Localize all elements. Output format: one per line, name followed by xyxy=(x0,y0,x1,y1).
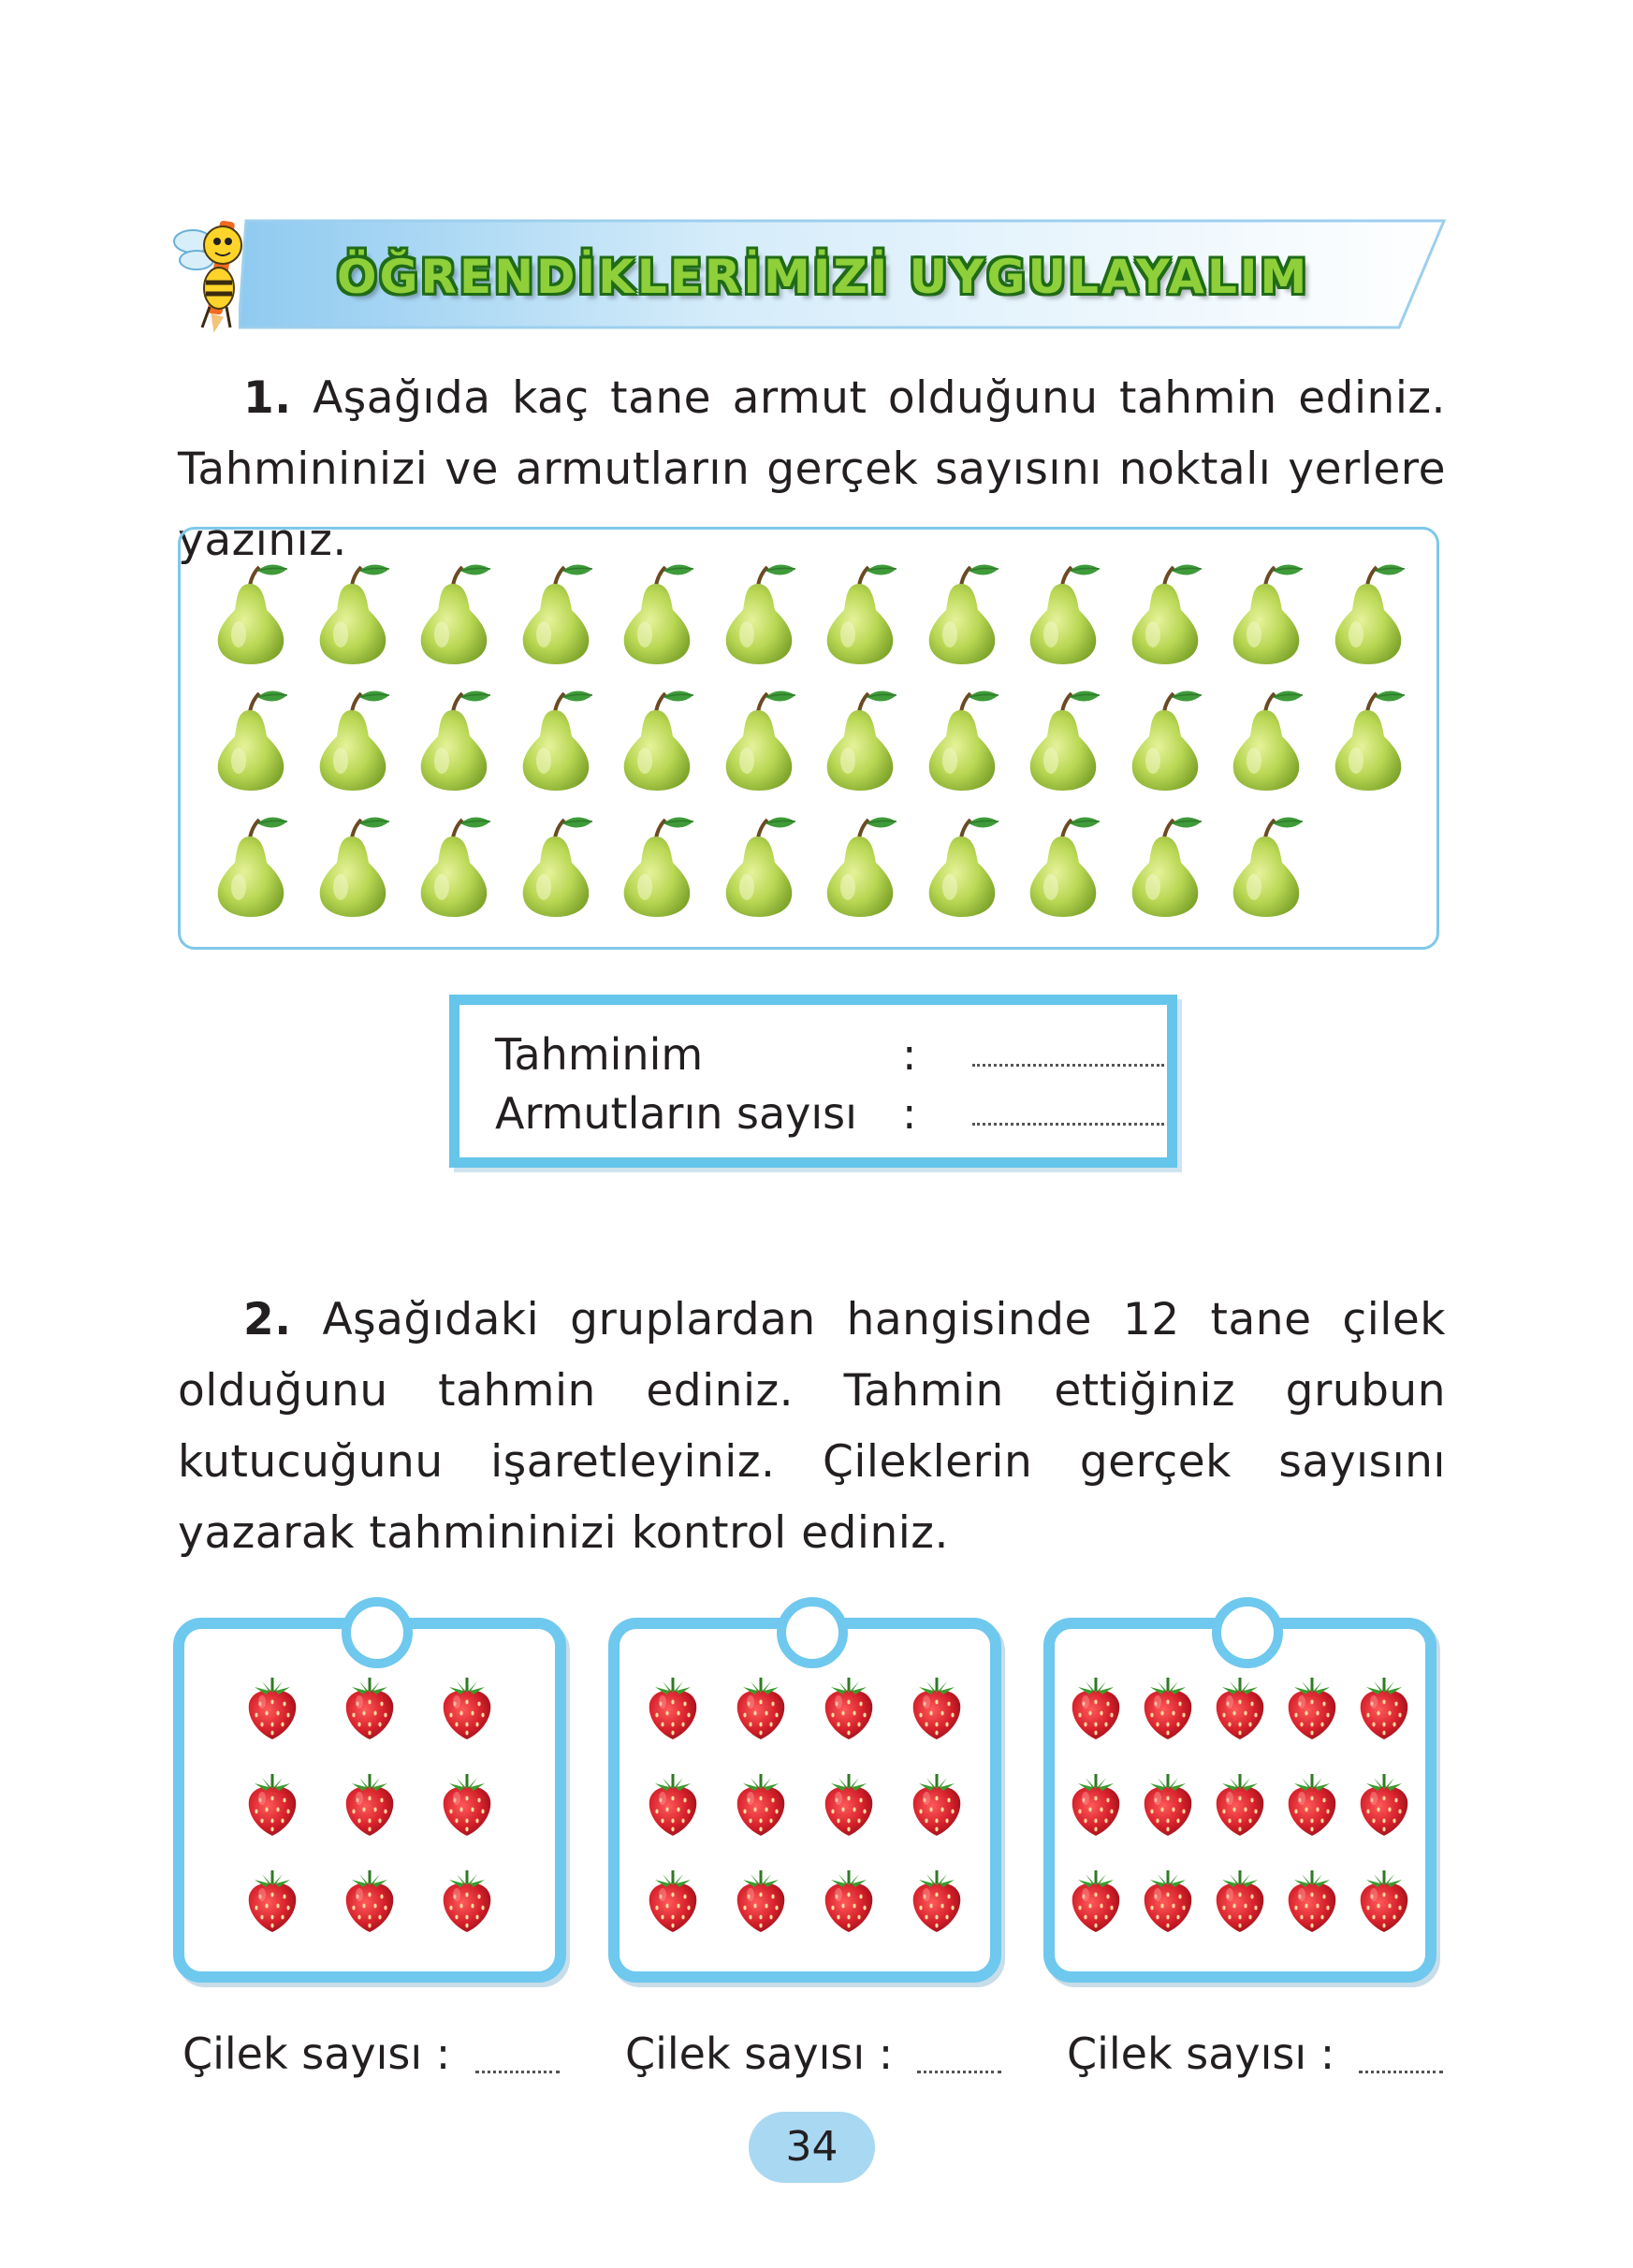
pear-icon xyxy=(615,558,699,665)
strawberry-icon xyxy=(1139,1867,1197,1936)
strawberry-icon xyxy=(243,1867,301,1936)
strawberry-icon xyxy=(243,1770,301,1839)
group-1-count-input[interactable] xyxy=(475,2071,560,2073)
strawberry-icon xyxy=(1139,1770,1197,1839)
strawberry-icon xyxy=(1355,1770,1413,1839)
strawberry-group-2 xyxy=(608,1618,1001,1983)
pear-icon xyxy=(1224,810,1308,918)
pear-icon xyxy=(514,684,598,792)
question-2-text xyxy=(178,1285,1446,1569)
pear-icon xyxy=(412,810,496,918)
pear-icon xyxy=(818,810,902,918)
pear-icon xyxy=(818,558,902,665)
strawberry-icon xyxy=(438,1867,496,1936)
pear-icon xyxy=(1021,810,1105,918)
group-3-checkbox[interactable] xyxy=(1212,1597,1283,1668)
group-1-checkbox[interactable] xyxy=(342,1597,413,1668)
pear-icon xyxy=(514,810,598,918)
strawberry-icon xyxy=(341,1674,399,1743)
question-1-body: Aşağıda kaç tane armut olduğunu tahmin ediniz. Tahmininizi ve armutların gerçek sayısını noktalı yerlere yazınız. xyxy=(178,372,1446,566)
strawberry-icon xyxy=(1211,1674,1269,1743)
estimate-colon: : xyxy=(902,1029,917,1080)
pear-count-label: Armutların sayısı xyxy=(495,1088,857,1139)
strawberry-icon xyxy=(644,1674,702,1743)
pear-icon xyxy=(311,684,395,792)
pear-group-frame xyxy=(178,527,1439,950)
pear-icon xyxy=(920,558,1004,665)
strawberry-icon xyxy=(1139,1674,1197,1743)
pear-icon xyxy=(920,684,1004,792)
strawberry-icon xyxy=(908,1674,966,1743)
pear-count-colon: : xyxy=(902,1088,917,1139)
strawberry-icon xyxy=(1355,1867,1413,1936)
strawberry-icon xyxy=(644,1770,702,1839)
pear-icon xyxy=(1123,684,1207,792)
group-3-count-input[interactable] xyxy=(1359,2071,1443,2073)
pear-icon xyxy=(209,558,293,665)
answer-box xyxy=(449,995,1177,1168)
pear-icon xyxy=(1123,810,1207,918)
pear-icon xyxy=(717,810,801,918)
strawberry-icon xyxy=(732,1770,790,1839)
strawberry-icon xyxy=(1067,1674,1125,1743)
estimate-input[interactable] xyxy=(972,1064,1164,1067)
pear-icon xyxy=(311,810,395,918)
strawberry-icon xyxy=(732,1867,790,1936)
strawberry-icon xyxy=(644,1867,702,1936)
strawberry-icon xyxy=(732,1674,790,1743)
strawberry-icon xyxy=(1211,1770,1269,1839)
strawberry-icon xyxy=(438,1770,496,1839)
question-2-number: 2. xyxy=(243,1294,292,1345)
pear-icon xyxy=(1224,684,1308,792)
strawberry-icon xyxy=(438,1674,496,1743)
question-1-number: 1. xyxy=(243,372,292,424)
strawberry-icon xyxy=(341,1770,399,1839)
pear-icon xyxy=(1326,558,1410,665)
group-2-count-label: Çilek sayısı : xyxy=(625,2028,894,2079)
strawberry-icon xyxy=(820,1770,878,1839)
strawberry-icon xyxy=(908,1770,966,1839)
estimate-label: Tahminim xyxy=(495,1029,704,1080)
pear-icon xyxy=(209,810,293,918)
pear-icon xyxy=(209,684,293,792)
pear-icon xyxy=(1326,684,1410,792)
pear-icon xyxy=(1224,558,1308,665)
strawberry-group-1 xyxy=(173,1618,566,1983)
page-number: 34 xyxy=(749,2112,875,2183)
strawberry-icon xyxy=(908,1867,966,1936)
strawberry-icon xyxy=(1067,1867,1125,1936)
strawberry-icon xyxy=(1355,1674,1413,1743)
pear-icon xyxy=(818,684,902,792)
pear-icon xyxy=(514,558,598,665)
strawberry-icon xyxy=(1283,1674,1341,1743)
pear-count-input[interactable] xyxy=(972,1123,1164,1126)
group-2-checkbox[interactable] xyxy=(777,1597,848,1668)
group-3-count-label: Çilek sayısı : xyxy=(1067,2028,1335,2079)
strawberry-icon xyxy=(243,1674,301,1743)
strawberry-icon xyxy=(820,1867,878,1936)
pear-icon xyxy=(615,810,699,918)
strawberry-icon xyxy=(341,1867,399,1936)
pear-icon xyxy=(717,558,801,665)
pear-icon xyxy=(412,558,496,665)
group-2-count-input[interactable] xyxy=(917,2071,1001,2073)
pear-icon xyxy=(1021,558,1105,665)
pear-icon xyxy=(412,684,496,792)
strawberry-icon xyxy=(820,1674,878,1743)
pear-icon xyxy=(1123,558,1207,665)
group-1-count-label: Çilek sayısı : xyxy=(182,2028,451,2079)
pear-icon xyxy=(311,558,395,665)
strawberry-icon xyxy=(1283,1770,1341,1839)
strawberry-icon xyxy=(1211,1867,1269,1936)
pear-icon xyxy=(920,810,1004,918)
pear-icon xyxy=(1021,684,1105,792)
strawberry-icon xyxy=(1067,1770,1125,1839)
section-banner xyxy=(239,217,1446,331)
strawberry-icon xyxy=(1283,1867,1341,1936)
question-2-body: Aşağıdaki gruplardan hangisinde 12 tane çilek olduğunu tahmin ediniz. Tahmin ettiğiniz grubun kutucuğunu işaretleyiniz. Çileklerin gerçek sayısını yazarak tahmininizi kontrol ediniz. xyxy=(178,1294,1446,1559)
pear-icon xyxy=(717,684,801,792)
pear-icon xyxy=(615,684,699,792)
section-title: ÖĞRENDİKLERİMİZİ UYGULAYALIM xyxy=(337,250,1310,304)
strawberry-group-3 xyxy=(1043,1618,1436,1983)
